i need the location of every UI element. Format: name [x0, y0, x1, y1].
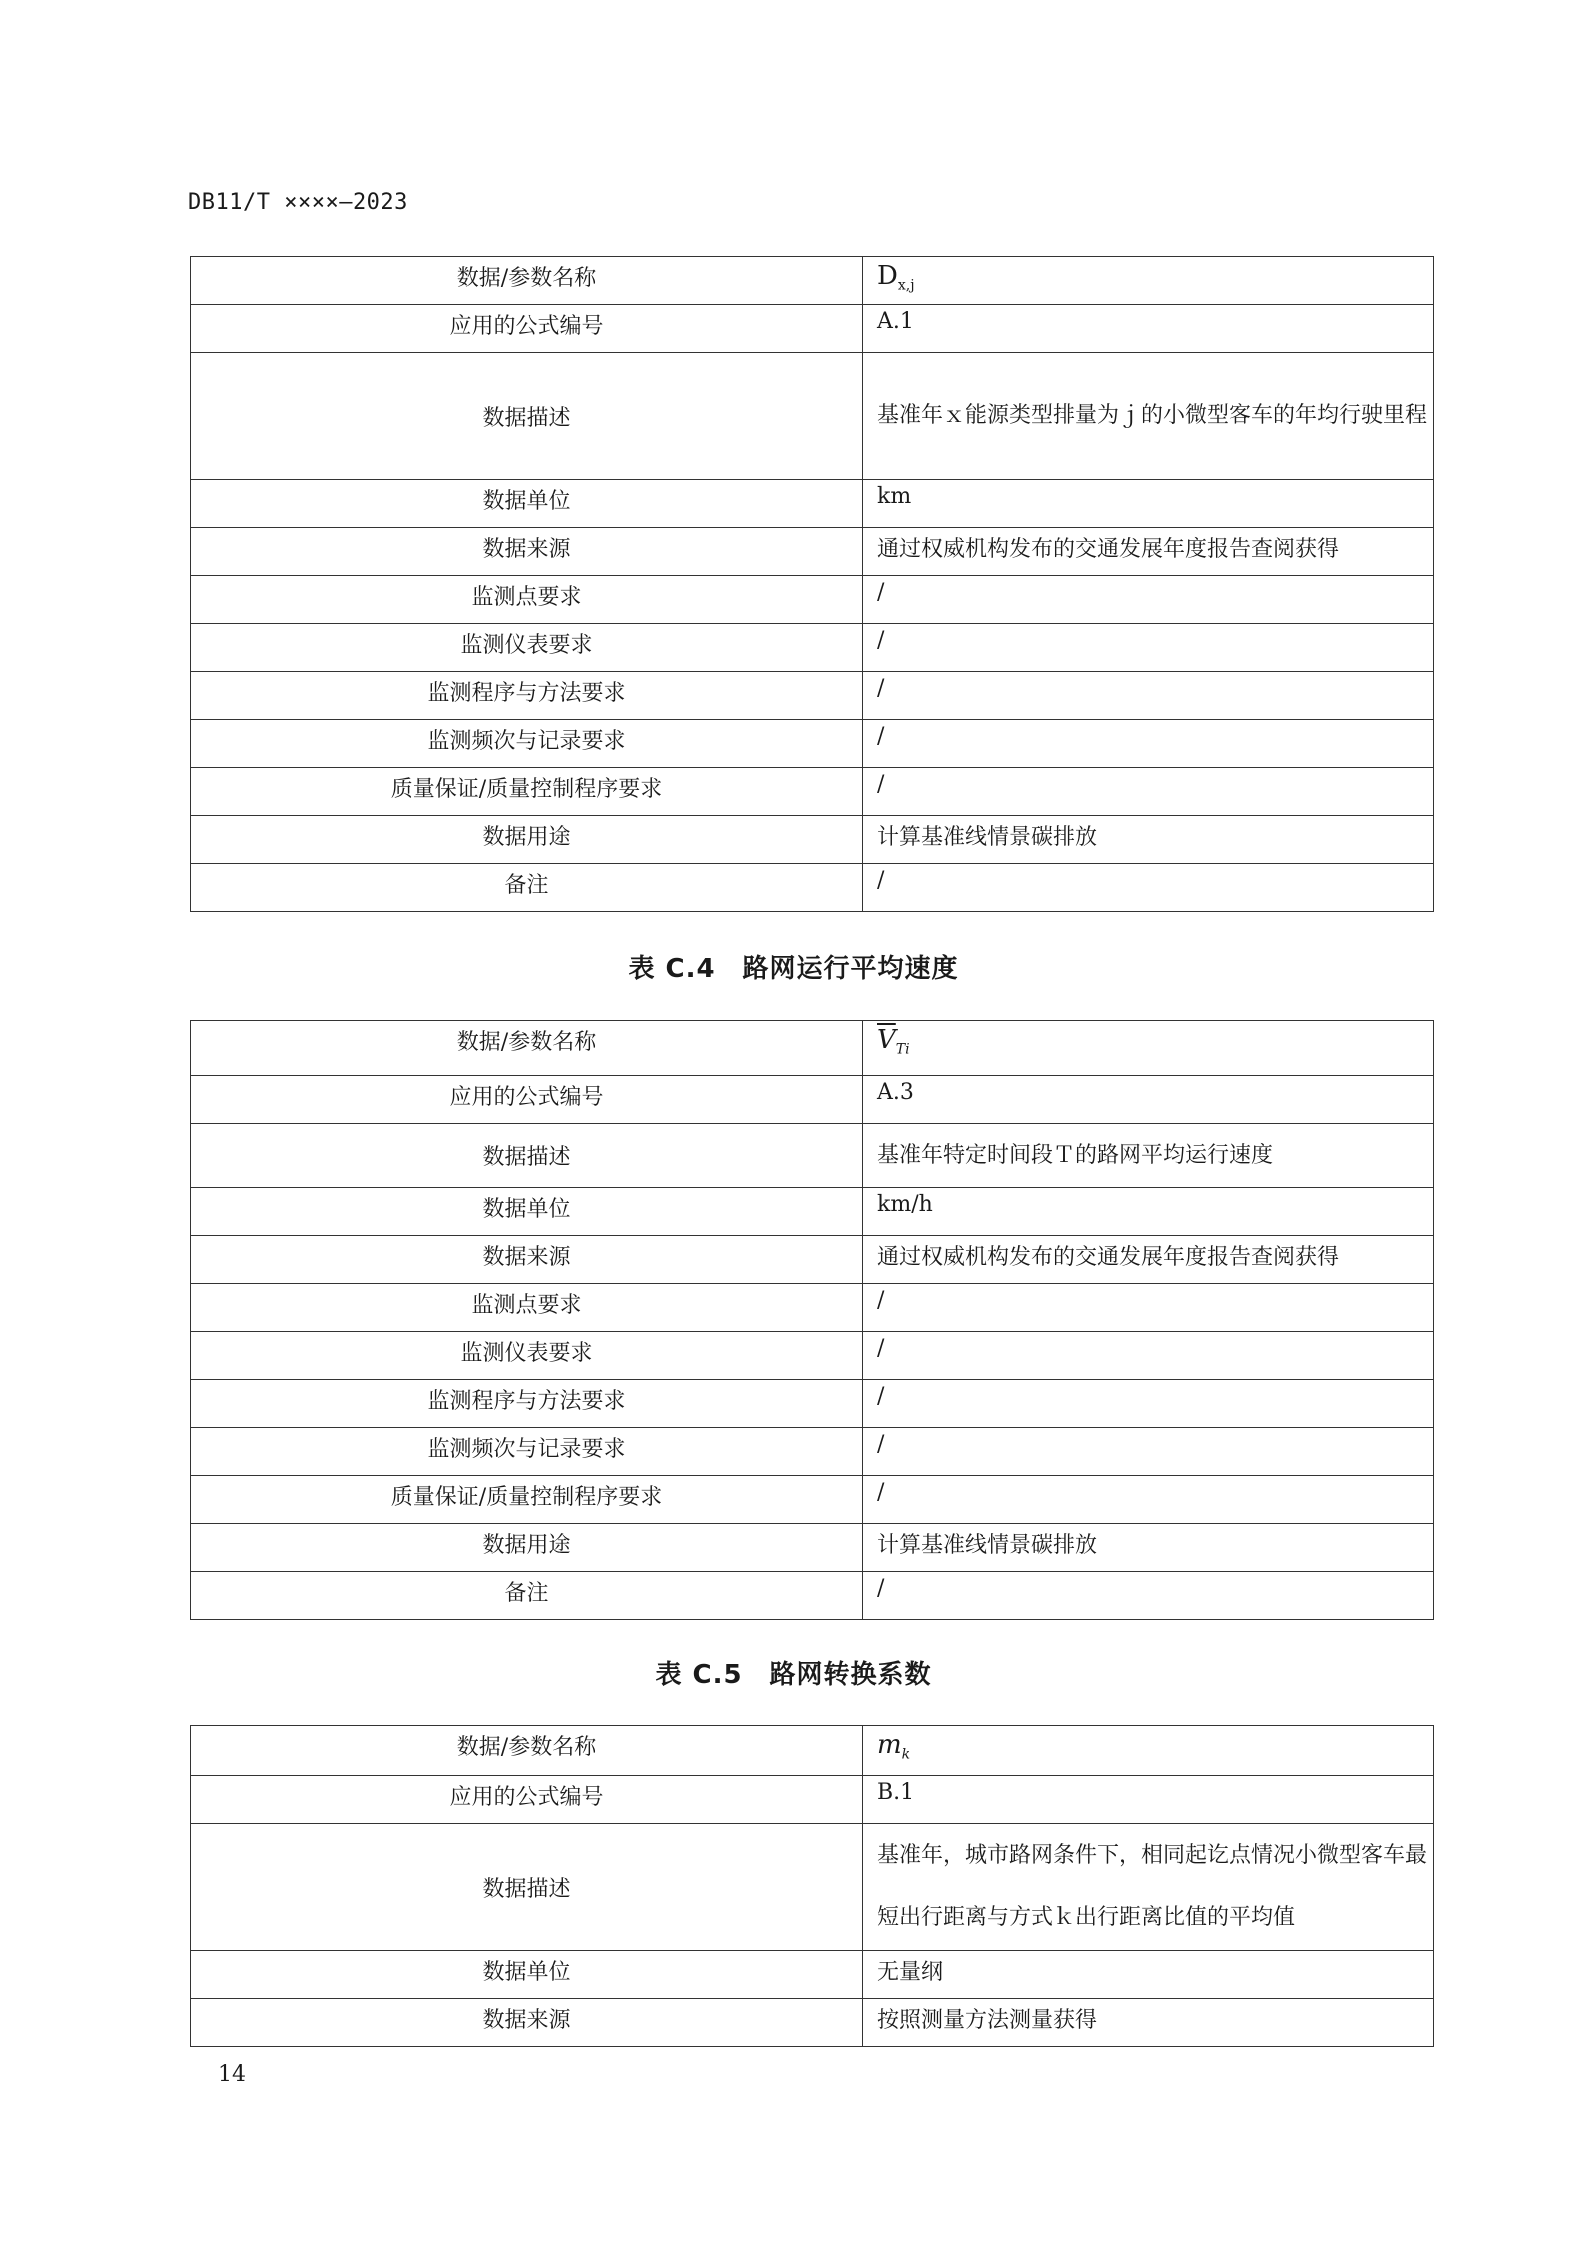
row-label: 应用的公式编号 [191, 305, 863, 353]
row-value: 基准年，城市路网条件下，相同起讫点情况小微型客车最短出行距离与方式ｋ出行距离比值的平均值 [863, 1824, 1434, 1951]
row-label: 数据单位 [191, 1188, 863, 1236]
row-value: / [863, 1428, 1434, 1476]
row-label: 监测频次与记录要求 [191, 720, 863, 768]
row-label: 数据来源 [191, 1236, 863, 1284]
row-label: 数据用途 [191, 1524, 863, 1572]
page-number: 14 [218, 2062, 246, 2087]
table-row [191, 528, 1434, 576]
symbol-sub: k [901, 1746, 911, 1763]
row-value: / [863, 1332, 1434, 1380]
row-value: 按照测量方法测量获得 [863, 1999, 1434, 2047]
parameter-table-dxj [190, 256, 1434, 912]
row-value: A.3 [863, 1076, 1434, 1124]
table-row [191, 1428, 1434, 1476]
table-row [191, 353, 1434, 480]
row-label: 数据/参数名称 [191, 1726, 863, 1776]
table-row [191, 768, 1434, 816]
document-header-code: DB11/T ××××—2023 [188, 190, 408, 215]
table-row [191, 1951, 1434, 1999]
parameter-table-c5 [190, 1725, 1434, 2047]
row-label: 数据单位 [191, 1951, 863, 1999]
parameter-table-c4 [190, 1020, 1434, 1620]
row-label: 应用的公式编号 [191, 1776, 863, 1824]
symbol-main: D [877, 261, 898, 291]
row-label: 数据单位 [191, 480, 863, 528]
row-value: / [863, 1380, 1434, 1428]
row-value: 通过权威机构发布的交通发展年度报告查阅获得 [863, 1236, 1434, 1284]
table-row [191, 305, 1434, 353]
row-value: 计算基准线情景碳排放 [863, 1524, 1434, 1572]
row-label: 数据/参数名称 [191, 257, 863, 305]
parameter-symbol [863, 257, 1434, 305]
row-label: 监测程序与方法要求 [191, 672, 863, 720]
row-value: km [863, 480, 1434, 528]
table-row [191, 816, 1434, 864]
row-label: 数据描述 [191, 353, 863, 480]
table-row [191, 1524, 1434, 1572]
table-row [191, 864, 1434, 912]
table-row [191, 720, 1434, 768]
table-caption-c4: 表 C.4 路网运行平均速度 [628, 954, 959, 984]
row-label: 数据来源 [191, 1999, 863, 2047]
row-label: 数据描述 [191, 1824, 863, 1951]
row-value: / [863, 576, 1434, 624]
row-value: B.1 [863, 1776, 1434, 1824]
symbol-main: m [877, 1730, 902, 1760]
table-row [191, 1726, 1434, 1776]
row-value: / [863, 624, 1434, 672]
row-label: 监测程序与方法要求 [191, 1380, 863, 1428]
table-row [191, 257, 1434, 305]
table-row [191, 1188, 1434, 1236]
row-label: 监测点要求 [191, 1284, 863, 1332]
table-row [191, 624, 1434, 672]
symbol-sub: Ti [895, 1041, 910, 1058]
row-label: 数据/参数名称 [191, 1021, 863, 1076]
row-label: 数据来源 [191, 528, 863, 576]
row-label: 数据描述 [191, 1124, 863, 1188]
row-value: / [863, 1572, 1434, 1620]
table-row [191, 480, 1434, 528]
table-row [191, 1236, 1434, 1284]
table-row [191, 1776, 1434, 1824]
table-row [191, 1572, 1434, 1620]
row-value: / [863, 672, 1434, 720]
row-value: 计算基准线情景碳排放 [863, 816, 1434, 864]
table-row [191, 1380, 1434, 1428]
row-value: 通过权威机构发布的交通发展年度报告查阅获得 [863, 528, 1434, 576]
row-label: 监测仪表要求 [191, 1332, 863, 1380]
row-label: 备注 [191, 864, 863, 912]
row-value: 基准年ｘ能源类型排量为ｊ的小微型客车的年均行驶里程 [863, 353, 1434, 480]
symbol-main: $\overline{V}$ [877, 1025, 896, 1055]
symbol-sub: x,j [897, 277, 915, 294]
row-label: 备注 [191, 1572, 863, 1620]
row-label: 监测点要求 [191, 576, 863, 624]
parameter-symbol [863, 1021, 1434, 1076]
row-label: 数据用途 [191, 816, 863, 864]
table-row [191, 1332, 1434, 1380]
table-row [191, 1284, 1434, 1332]
row-label: 质量保证/质量控制程序要求 [191, 768, 863, 816]
table-row [191, 1476, 1434, 1524]
row-label: 监测频次与记录要求 [191, 1428, 863, 1476]
row-label: 应用的公式编号 [191, 1076, 863, 1124]
row-value: / [863, 720, 1434, 768]
table-row [191, 1999, 1434, 2047]
table-row [191, 1021, 1434, 1076]
row-value: 基准年特定时间段Ｔ的路网平均运行速度 [863, 1124, 1434, 1188]
row-value: A.1 [863, 305, 1434, 353]
row-value: / [863, 1476, 1434, 1524]
row-label: 质量保证/质量控制程序要求 [191, 1476, 863, 1524]
table-row [191, 1124, 1434, 1188]
row-label: 监测仪表要求 [191, 624, 863, 672]
row-value: / [863, 864, 1434, 912]
parameter-symbol [863, 1726, 1434, 1776]
row-value: / [863, 1284, 1434, 1332]
table-row [191, 1076, 1434, 1124]
table-caption-c5: 表 C.5 路网转换系数 [655, 1660, 932, 1690]
row-value: / [863, 768, 1434, 816]
table-row [191, 576, 1434, 624]
row-value: 无量纲 [863, 1951, 1434, 1999]
table-row [191, 672, 1434, 720]
row-value: km/h [863, 1188, 1434, 1236]
table-row [191, 1824, 1434, 1951]
